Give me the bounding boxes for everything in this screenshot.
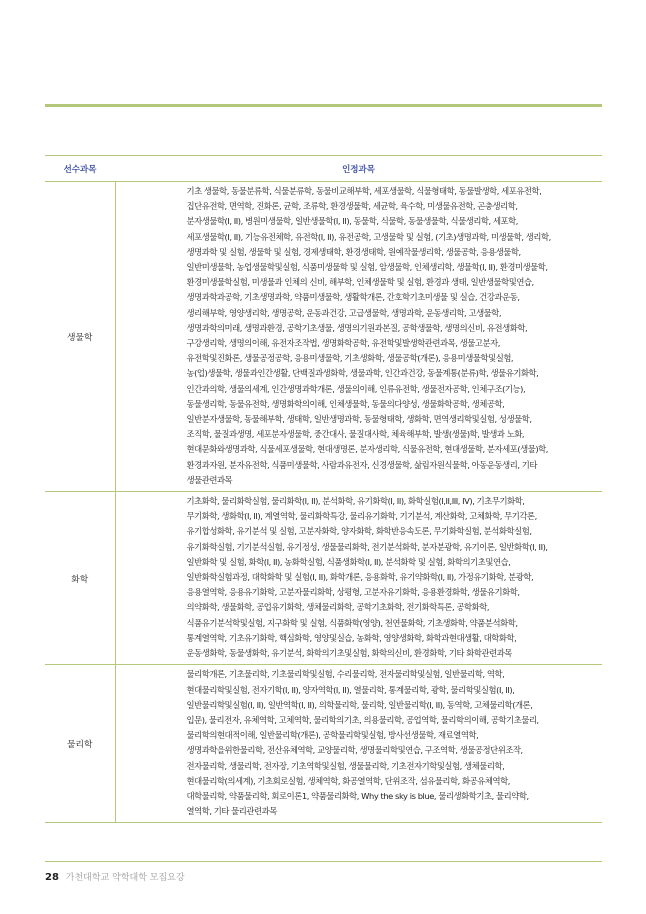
course-list-line: 생물관련과목 — [186, 474, 233, 485]
course-list-line: 통계열역학, 기초유기화학, 핵심화학, 영양및실습, 농화학, 영양생화학, 화학과현대생활, 대학화학, — [186, 632, 517, 643]
course-list-line: 유기합성화학, 유기분석 및 실험, 고분자화학, 양자화학, 화학반응속도론, 무기화학실험, 분석화학실험, — [186, 526, 532, 537]
course-list-line: 유전학및진화론, 생물공정공학, 응용미생물학, 기초생화학, 생물공학(개론), 응용미생물학및실험, — [186, 353, 514, 364]
course-list-line: 일반분자생물학, 동물해부학, 생태학, 일반생명과학, 동물형태학, 생화학, 면역생리학및실험, 성생물학, — [186, 414, 532, 425]
course-list-line: 무기화학, 생화학(I, II), 계열역학, 물리화학특강, 물리유기화학, 기기분석, 계산화학, 고체화학, 무기각론, — [186, 511, 537, 522]
course-list-line: 구강생리학, 생명의이해, 유전자조작법, 생명화학공학, 유전학및발생학관련과목, 생물고분자, — [186, 338, 500, 349]
subject-cell: 생물학 — [45, 182, 115, 492]
course-list-line: 세포생물학(I, II), 기능유전체학, 유전학(I, II), 유전공학, 고생물학 및 실험, (기초)생명과학, 미생물학, 생리학, — [186, 231, 551, 242]
course-list-line: 열역학, 기타 물리관련과목 — [186, 806, 277, 817]
course-list-line: 생명과학 및 실험, 생물학 및 실험, 경제생태학, 환경생태학, 원예작물생리학, 생물공학, 응용생물학, — [186, 246, 521, 257]
footer-text: 가천대학교 약학대학 모집요강 — [65, 873, 185, 883]
table-row — [45, 182, 602, 492]
course-list-line: 물리학의현대적이해, 일반물리학(개론), 공학물리학및실험, 방사선생물학, 재료열역학, — [186, 730, 479, 741]
table-row — [45, 492, 602, 665]
course-list-line: 식품유기분석학및실험, 지구화학 및 실험, 식품화학(영양), 천연물화학, 기초생화학, 약품분석화학, — [186, 617, 518, 628]
course-list-line: 일반화학 및 실험, 화학(I, II), 농화학실험, 식품생화학(I, II), 분석화학 및 실험, 화학의기초및연습, — [186, 556, 511, 567]
page-footer — [45, 870, 185, 883]
course-list-line: 인간과의학, 생물의세계, 인간생명과학개론, 생물의이해, 인류유전학, 생물전자공학, 인체구조(기능), — [186, 383, 526, 394]
footer-rule — [45, 861, 602, 862]
header-prerequisite: 선수과목 — [45, 156, 115, 182]
course-list-line: 물리학개론, 기초물리학, 기초물리학및실험, 수리물리학, 전자물리학및실험, 일반물리학, 역학, — [186, 669, 505, 680]
course-list-line: 현대문화와생명과학, 식물세포생물학, 현대생명론, 분자생리학, 식물유전학, 현대생물학, 분자세포(생물)학, — [186, 444, 548, 455]
course-list-line: 의약화학, 생물화학, 공업유기화학, 생체물리화학, 공학기초화학, 전기화학특론, 공학화학, — [186, 602, 490, 613]
course-list-line: 현대물리학(의세계), 기초회로실험, 생체역학, 화공열역학, 단위조작, 섬유물리학, 화공유체역학, — [186, 775, 510, 786]
course-list-line: 일반물리학및실험(I, II), 일반역학(I, II), 의학물리학, 물리학, 일반물리학(I, II), 동역학, 고체물리학(개론, — [186, 699, 533, 710]
course-list-line: 생명과학과공학, 기초생명과학, 약품미생물학, 생활학개론, 간호학기초미생물 및 실습, 건강과운동, — [186, 292, 520, 303]
course-list-line: 현대물리학및실험, 전자기학(I, II), 양자역학(I, II), 열물리학, 통계물리학, 광학, 물리학및실험(I, II), — [186, 684, 515, 695]
subject-cell: 물리학 — [45, 665, 115, 823]
table-row — [45, 665, 602, 823]
course-list-line: 농(업)생물학, 생물과인간생활, 단백질과생화학, 생물과학, 인간과건강, 동물계통(분류)학, 생물유기화학, — [186, 368, 539, 379]
top-accent-rule — [45, 104, 602, 107]
course-list-cell — [115, 665, 602, 823]
course-list-line: 조직학, 물질과생명, 세포분자생물학, 중간대사, 물질대사학, 체육해부학, 발생(생물)학, 발생과 노화, — [186, 429, 525, 440]
course-list-line: 대학물리학, 약품물리학, 회로이론1, 약품물리화학, Why the sky is blue, 물리생화학기초, 물리약학, — [186, 790, 529, 801]
page-number: 28 — [45, 872, 59, 883]
course-list-line: 생명과학의미래, 생명과환경, 공학기초생물, 생명의기원과본질, 공학생물학, 생명의신비, 유전생화학, — [186, 322, 528, 333]
course-list-line: 생리해부학, 영양생리학, 생명공학, 운동과건강, 고급생물학, 생명과학, 운동생리학, 고생물학, — [186, 307, 502, 318]
course-list-line: 전자물리학, 생물리학, 전자장, 기초역학및실험, 생물물리학, 기초전자기학및실험, 생체물리학, — [186, 760, 505, 771]
header-accepted-courses: 인정과목 — [115, 156, 602, 182]
course-list-cell — [115, 182, 602, 492]
course-list-line: 입문), 물리전자, 유체역학, 고체역학, 물리학의기초, 의용물리학, 공업역학, 물리학의이해, 공학기초물리, — [186, 714, 539, 725]
course-list-line: 운동생화학, 동물생화학, 유기분석, 화학의기초및실험, 화학의신비, 환경화학, 기타 화학관련과목 — [186, 648, 512, 659]
course-list-line: 환경미생물학실험, 미생물과 인체의 신비, 해부학, 인체생물학 및 실험, 환경과 생태, 일반생물학및연습, — [186, 277, 534, 288]
course-list-line: 기초화학, 물리화학실험, 물리화학(I, II), 분석화학, 유기화학(I, II), 화학실험(I,II,III, IV), 기초무기화학, — [186, 496, 525, 507]
course-list-line: 생명과학을위한물리학, 전산유체역학, 교양물리학, 생명물리학및연습, 구조역학, 생물공정단위조작, — [186, 745, 523, 756]
course-list-line: 일반미생물학, 농업생물학및실험, 식품미생물학 및 실험, 암생물학, 인체생리학, 생물학(I, II), 환경미생물학, — [186, 262, 548, 273]
course-requirements-table — [45, 155, 602, 823]
course-list-cell — [115, 492, 602, 665]
course-list-line: 응용열역학, 응용유기화학, 고분자물리화학, 상평형, 고분자유기화학, 응용환경화학, 생물유기화학, — [186, 587, 520, 598]
course-list-line: 유기화학실험, 기기분석실험, 유기정성, 생물물리화학, 전기분석화학, 분자분광학, 유기이론, 일반화학(I, II), — [186, 541, 548, 552]
course-list-line: 분자생물학(I, II), 병원미생물학, 일반생물학(I, II), 동물학, 식물학, 동물생물학, 식물생리학, 세포학, — [186, 216, 518, 227]
course-list-line: 일반화학실험과정, 대학화학 및 실험(I, II), 화학개론, 응용화학, 유기약화학(I, II), 가정유기화학, 분광학, — [186, 572, 534, 583]
course-list-line: 기초 생물학, 동물분류학, 식물분류학, 동물비교해부학, 세포생물학, 식물형태학, 동물발생학, 세포유전학, — [186, 186, 542, 196]
table-header-row — [45, 156, 602, 182]
subject-cell: 화학 — [45, 492, 115, 665]
course-list-line: 환경과자원, 분자유전학, 식품미생물학, 사람과유전자, 신경생물학, 삶림자원식물학, 아동운동생리, 기타 — [186, 459, 537, 470]
course-list-line: 집단유전학, 면역학, 진화론, 균학, 조류학, 환경생물학, 세균학, 육수학, 미생물유전학, 곤충생리학, — [186, 201, 518, 212]
course-list-line: 동물생리학, 동물유전학, 생명화학의이해, 인체생물학, 동물의다양성, 생물화학공학, 생체공학, — [186, 398, 505, 409]
